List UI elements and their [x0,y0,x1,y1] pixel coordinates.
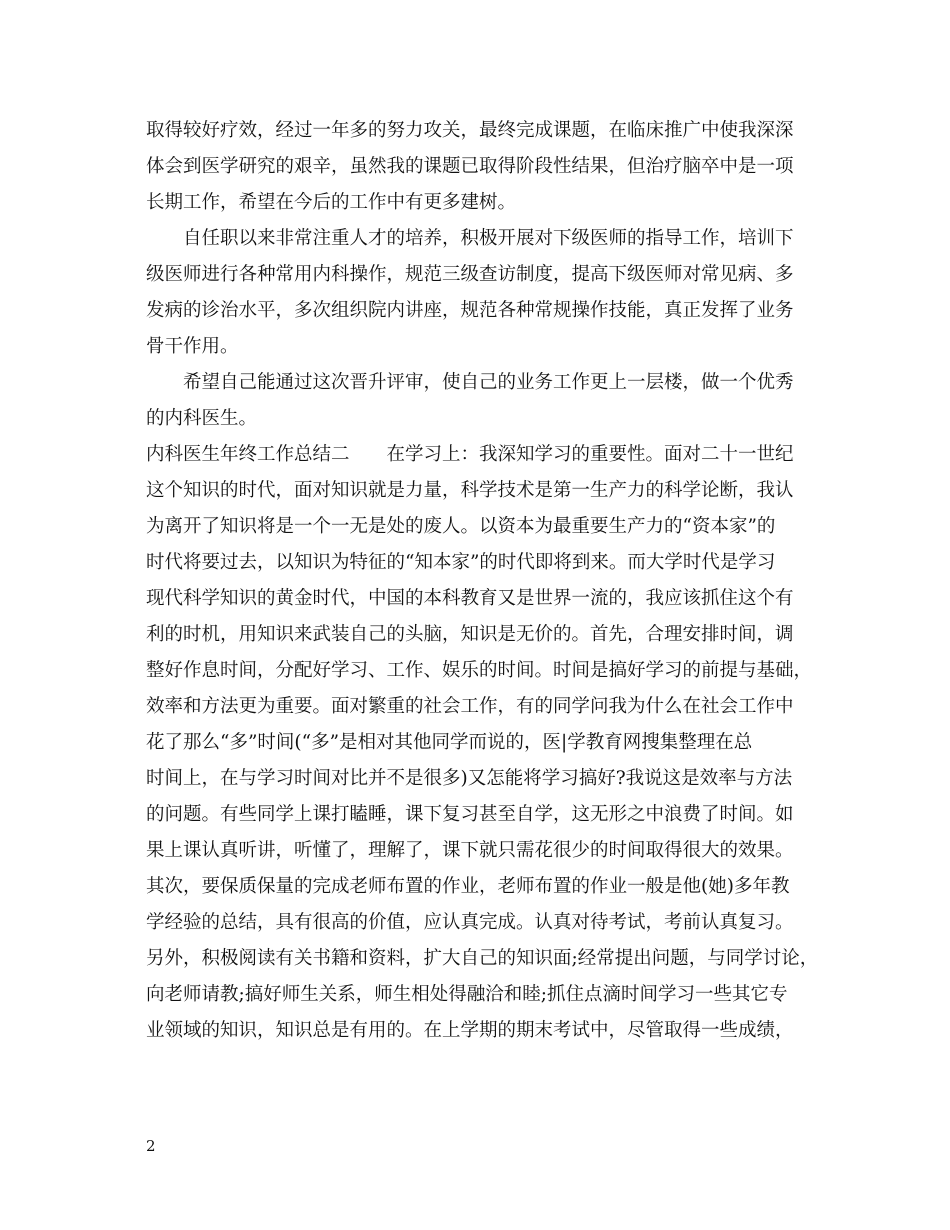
text-line: 的内科医生。 [146,408,258,429]
text-line: 现代科学知识的黄金时代，中国的本科教育又是世界一流的，我应该抓住这个有 [146,588,794,609]
text-line: 取得较好疗效，经过一年多的努力攻关，最终完成课题，在临床推广中使我深深 [146,120,794,141]
body-text [146,113,836,1049]
text-line: 希望自己能通过这次晋升评审，使自己的业务工作更上一层楼，做一个优秀 [183,372,794,393]
text-line: 向老师请教;搞好师生关系，师生相处得融洽和睦;抓住点滴时间学习一些其它专 [146,984,788,1005]
text-line: 另外，积极阅读有关书籍和资料，扩大自己的知识面;经常提出问题，与同学讨论， [146,948,819,969]
text-line: 时间上，在与学习时间对比并不是很多)又怎能将学习搞好?我说这是效率与方法 [146,768,793,789]
text-line: 骨干作用。 [146,336,239,357]
section-heading-line: 内科医生年终工作总结二 在学习上：我深知学习的重要性。面对二十一世纪 [146,444,794,465]
text-line: 级医师进行各种常用内科操作，规范三级查访制度，提高下级医师对常见病、多 [146,264,794,285]
text-line: 花了那么“多”时间(“多”是相对其他同学而说的，医|学教育网搜集整理在总 [146,732,753,753]
text-line: 整好作息时间，分配好学习、工作、娱乐的时间。时间是搞好学习的前提与基础， [146,660,813,681]
page-number: 2 [146,1137,156,1155]
text-line: 其次，要保质保量的完成老师布置的作业，老师布置的作业一般是他(她)多年教 [146,876,790,897]
text-line: 效率和方法更为重要。面对繁重的社会工作，有的同学问我为什么在社会工作中 [146,696,794,717]
text-line: 这个知识的时代，面对知识就是力量，科学技术是第一生产力的科学论断，我认 [146,480,794,501]
text-line: 利的时机，用知识来武装自己的头脑，知识是无价的。首先，合理安排时间，调 [146,624,794,645]
text-line: 长期工作，希望在今后的工作中有更多建树。 [146,192,517,213]
text-line: 业领域的知识，知识总是有用的。在上学期的期末考试中，尽管取得一些成绩， [146,1020,794,1041]
text-line: 为离开了知识将是一个一无是处的废人。以资本为最重要生产力的“资本家”的 [146,516,776,537]
text-line: 发病的诊治水平，多次组织院内讲座，规范各种常规操作技能，真正发挥了业务 [146,300,794,321]
text-line: 时代将要过去，以知识为特征的“知本家”的时代即将到来。而大学时代是学习 [146,552,776,573]
text-line: 的问题。有些同学上课打瞌睡，课下复习甚至自学，这无形之中浪费了时间。如 [146,804,794,825]
text-line: 果上课认真听讲，听懂了，理解了，课下就只需花很少的时间取得很大的效果。 [146,840,794,861]
text-line: 自任职以来非常注重人才的培养，积极开展对下级医师的指导工作，培训下 [183,228,794,249]
text-line: 学经验的总结，具有很高的价值，应认真完成。认真对待考试，考前认真复习。 [146,912,794,933]
text-line: 体会到医学研究的艰辛，虽然我的课题已取得阶段性结果，但治疗脑卒中是一项 [146,156,794,177]
